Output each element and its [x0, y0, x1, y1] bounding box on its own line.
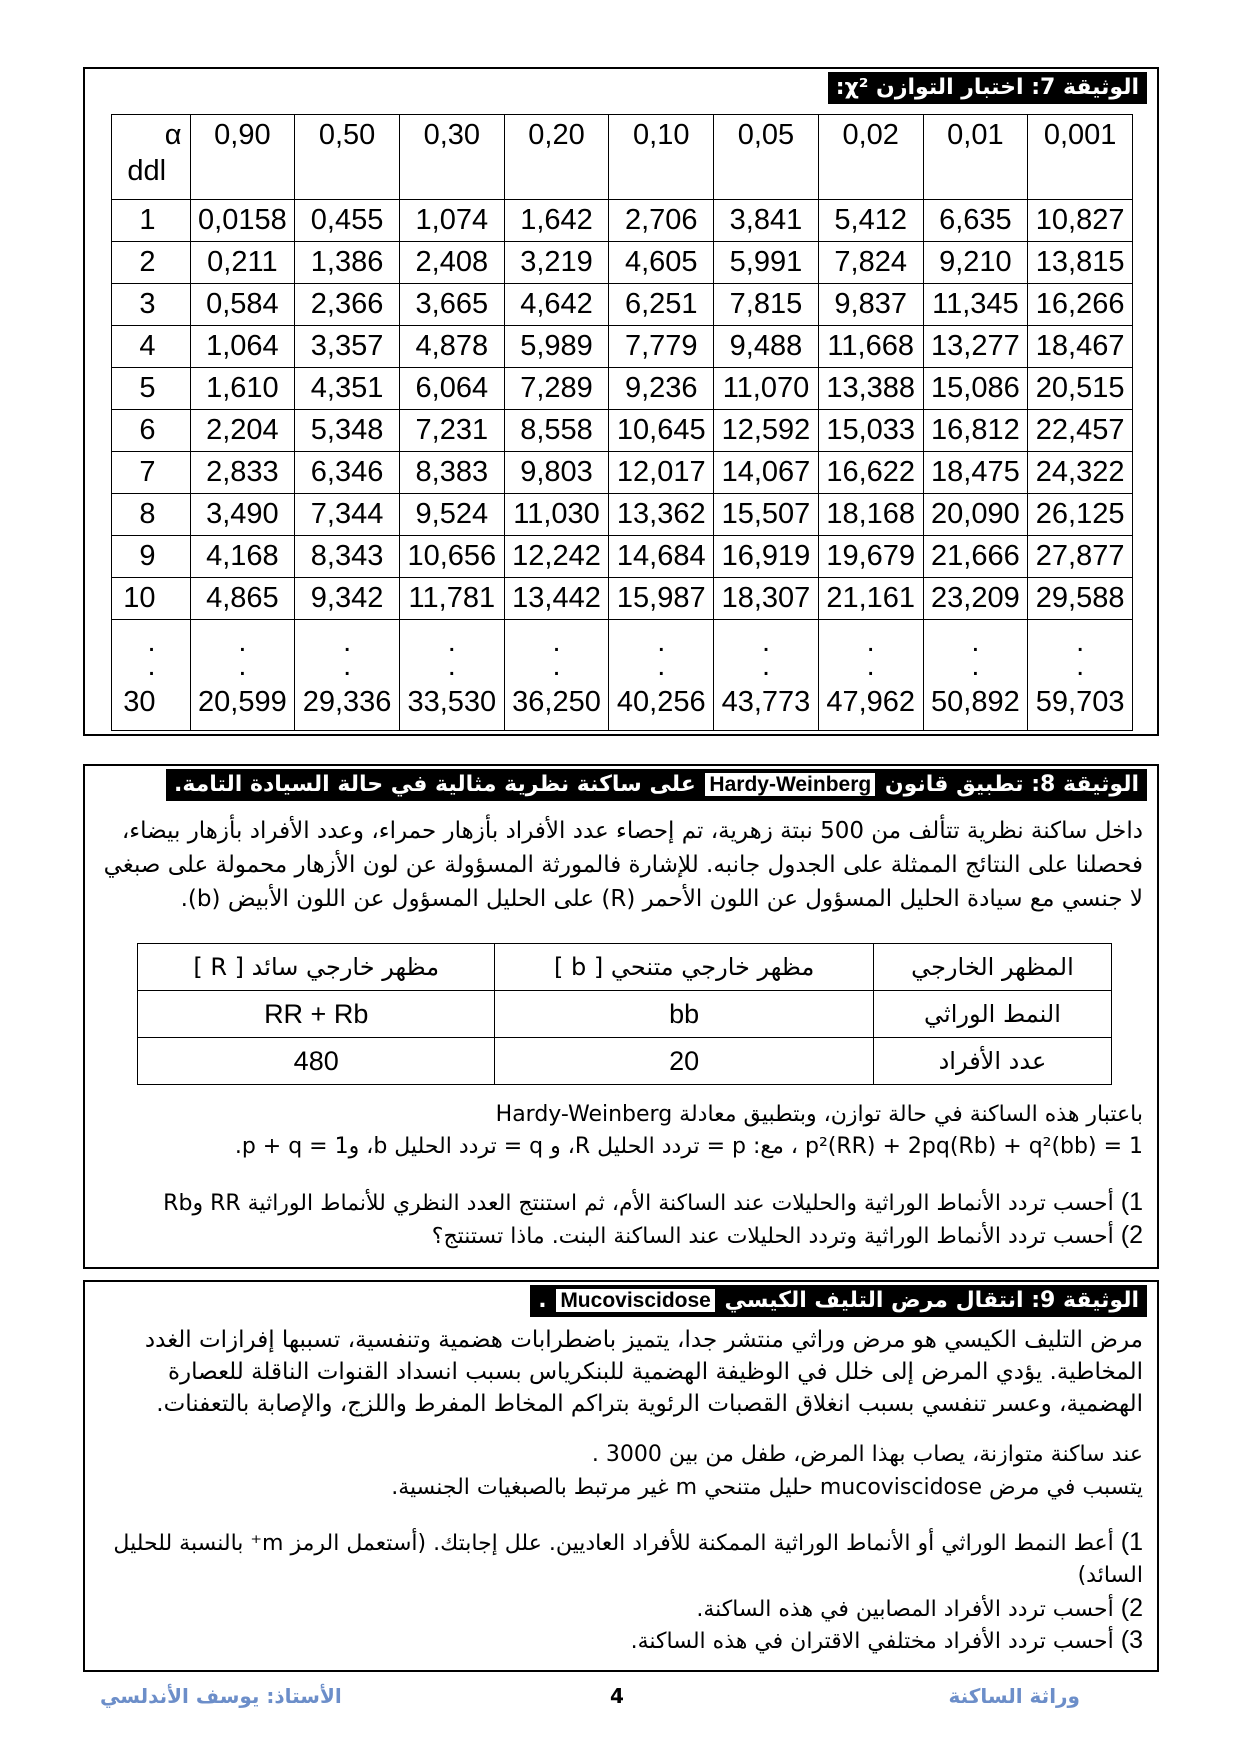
ellipsis-dots: . .: [761, 626, 770, 682]
chi-value-cell: 7,824: [818, 242, 923, 284]
chi-value-cell: [399, 620, 504, 731]
ellipsis-dots: . .: [343, 626, 352, 682]
pheno-genotype-recessive: bb: [495, 991, 873, 1038]
chi-value-cell: 9,236: [609, 368, 714, 410]
ellipsis-dots: . .: [657, 626, 666, 682]
document-8: [83, 764, 1159, 1269]
chi-row: [112, 536, 1133, 578]
alpha-label: α: [164, 119, 182, 151]
chi-value-cell: 16,812: [923, 410, 1028, 452]
chi-value-cell: 11,030: [504, 494, 609, 536]
chi-value-cell: 21,161: [818, 578, 923, 620]
chi-value-cell: 1,386: [295, 242, 400, 284]
chi-value-cell: 11,781: [399, 578, 504, 620]
ddl-cell: 2: [112, 242, 191, 284]
chi-value-cell: [295, 620, 400, 731]
doc8-title: [166, 769, 1147, 801]
chi-value-cell-value: 50,892: [931, 686, 1020, 718]
chi-value-cell: 11,668: [818, 326, 923, 368]
doc8-q2-number: 2): [1120, 1221, 1143, 1249]
chi-row: [112, 242, 1133, 284]
chi-value-cell: 3,357: [295, 326, 400, 368]
chi-value-cell: 10,827: [1028, 200, 1133, 242]
alpha-header: 0,001: [1028, 115, 1133, 200]
chi-value-cell: 9,837: [818, 284, 923, 326]
ddl-cell: [112, 620, 191, 731]
chi-value-cell: 1,064: [190, 326, 295, 368]
chi-value-cell: 20,090: [923, 494, 1028, 536]
pheno-header-1: المظهر الخارجي: [873, 944, 1111, 991]
pheno-genotype-dominant: RR + Rb: [138, 991, 495, 1038]
chi-value-cell: 3,665: [399, 284, 504, 326]
chi-value-cell: 12,592: [714, 410, 819, 452]
chi-header-row: [112, 115, 1133, 200]
chi-value-cell: 1,610: [190, 368, 295, 410]
chi-value-cell: 2,706: [609, 200, 714, 242]
doc9-line-2: عند ساكنة متوازنة، يصاب بهذا المرض، طفل من بين 3000 .: [591, 1442, 1143, 1467]
chi-value-cell: 4,642: [504, 284, 609, 326]
chi-value-cell: 4,605: [609, 242, 714, 284]
doc8-equation-line2: p²(RR) + 2pq(Rb) + q²(bb) = 1 ، مع: p = تردد الحليل R، و q = تردد الحليل b، وp + q = 1.: [234, 1134, 1143, 1159]
chi-value-cell: [190, 620, 295, 731]
doc8-title-a: الوثيقة 8: تطبيق قانون: [884, 772, 1139, 797]
chi-value-cell: 13,388: [818, 368, 923, 410]
doc9-question-3: [99, 1624, 1143, 1658]
chi-value-cell: 2,408: [399, 242, 504, 284]
doc9-title-latin: Mucoviscidose: [554, 1287, 717, 1314]
ellipsis-dots: . .: [866, 626, 875, 682]
chi-value-cell: 6,635: [923, 200, 1028, 242]
doc8-question-1: [99, 1186, 1143, 1220]
chi-value-cell: 10,645: [609, 410, 714, 452]
chi-value-cell: 18,467: [1028, 326, 1133, 368]
chi-value-cell: [923, 620, 1028, 731]
chi-value-cell: 15,987: [609, 578, 714, 620]
chi-value-cell: 18,307: [714, 578, 819, 620]
doc9-question-2: [99, 1592, 1143, 1626]
footer-teacher: الأستاذ: يوسف الأندلسي: [100, 1684, 342, 1708]
doc9-q3-number: 3): [1120, 1626, 1143, 1654]
chi-value-cell: 10,656: [399, 536, 504, 578]
chi-value-cell: 11,345: [923, 284, 1028, 326]
chi-value-cell: 5,989: [504, 326, 609, 368]
doc9-q2-text: أحسب تردد الأفراد المصابين في هذه الساكنة.: [696, 1597, 1114, 1622]
alpha-header: 0,02: [818, 115, 923, 200]
chi-value-cell: 16,266: [1028, 284, 1133, 326]
doc8-q2-text: أحسب تردد الأنماط الوراثية وتردد الحليلات عند الساكنة البنت. ماذا تستنتج؟: [431, 1224, 1114, 1249]
ddl-label: ddl: [127, 155, 167, 187]
chi-value-cell: 14,067: [714, 452, 819, 494]
pheno-count-recessive: 20: [495, 1038, 873, 1085]
chi-value-cell: 9,488: [714, 326, 819, 368]
pheno-genotype-label: النمط الوراثي: [873, 991, 1111, 1038]
chi-value-cell: [504, 620, 609, 731]
chi-row: [112, 452, 1133, 494]
chi-value-cell: 3,490: [190, 494, 295, 536]
chi-value-cell: 5,991: [714, 242, 819, 284]
chi-value-cell: 5,348: [295, 410, 400, 452]
footer-course: وراثة الساكنة: [948, 1684, 1080, 1708]
chi-value-cell: 18,168: [818, 494, 923, 536]
ellipsis-dots: . .: [147, 626, 156, 682]
chi-value-cell: 20,515: [1028, 368, 1133, 410]
chi-value-cell: 11,070: [714, 368, 819, 410]
doc9-title-a: الوثيقة 9: انتقال مرض التليف الكيسي: [724, 1288, 1139, 1313]
chi-value-cell: 8,558: [504, 410, 609, 452]
chi-value-cell: [714, 620, 819, 731]
chi-value-cell: 21,666: [923, 536, 1028, 578]
chi-value-cell: 15,033: [818, 410, 923, 452]
ddl-cell: 4: [112, 326, 191, 368]
chi-value-cell: 3,841: [714, 200, 819, 242]
chi-value-cell: 5,412: [818, 200, 923, 242]
doc8-equation-line1: باعتبار هذه الساكنة في حالة توازن، وبتطبيق معادلة Hardy-Weinberg: [495, 1102, 1143, 1127]
chi-value-cell: 4,351: [295, 368, 400, 410]
document-9: [83, 1280, 1159, 1672]
chi-value-cell: 19,679: [818, 536, 923, 578]
chi-value-cell-value: 36,250: [512, 686, 601, 718]
chi-value-cell: 9,803: [504, 452, 609, 494]
ellipsis-dots: . .: [447, 626, 456, 682]
chi-square-table: [111, 114, 1133, 731]
chi-value-cell: 18,475: [923, 452, 1028, 494]
chi-value-cell: 7,289: [504, 368, 609, 410]
pheno-header-2: مظهر خارجي متنحي [ b ]: [495, 944, 873, 991]
doc8-intro: داخل ساكنة نظرية تتألف من 500 نبتة زهرية، تم إحصاء عدد الأفراد بأزهار حمراء، وعدد الأفراد بأزهار بيضاء، فحصلنا على النتائج الممثلة على الجدول جانبه. للإشارة فالمورثة المسؤولة عن لون الأزهار محمولة على صبغي لا جنسي مع سيادة الحليل المسؤول عن اللون الأحمر (R) على الحليل المسؤول عن اللون الأبيض (b).: [103, 818, 1143, 912]
chi-value-cell: 15,086: [923, 368, 1028, 410]
chi-value-cell: 7,231: [399, 410, 504, 452]
doc9-q2-number: 2): [1120, 1594, 1143, 1622]
pheno-header-3: مظهر خارجي سائد [ R ]: [138, 944, 495, 991]
chi-value-cell: 0,211: [190, 242, 295, 284]
chi-value-cell: 1,642: [504, 200, 609, 242]
chi-value-cell: 15,507: [714, 494, 819, 536]
chi-value-cell: 4,865: [190, 578, 295, 620]
chi-value-cell: 7,815: [714, 284, 819, 326]
doc9-line-3: يتسبب في مرض mucoviscidose حليل متنحي m غير مرتبط بالصبغيات الجنسية.: [391, 1475, 1143, 1500]
doc9-q1-text: أعط النمط الوراثي أو الأنماط الوراثية الممكنة للأفراد العاديين. علل إجابتك. (أستعمل الرمز m⁺ بالنسبة للحليل السائد): [113, 1531, 1143, 1588]
doc8-q1-text: أحسب تردد الأنماط الوراثية والحليلات عند الساكنة الأم، ثم استنتج العدد النظري للأنماط الوراثية RR وRb: [163, 1191, 1114, 1216]
chi-value-cell: 7,779: [609, 326, 714, 368]
chi-value-cell: 1,074: [399, 200, 504, 242]
ellipsis-dots: . .: [1076, 626, 1085, 682]
chi-value-cell: 9,342: [295, 578, 400, 620]
ddl-cell-value: 30: [123, 686, 156, 718]
chi-value-cell: 13,277: [923, 326, 1028, 368]
alpha-header: 0,01: [923, 115, 1028, 200]
chi-row: [112, 578, 1133, 620]
chi-value-cell: 9,524: [399, 494, 504, 536]
alpha-header: 0,30: [399, 115, 504, 200]
chi-value-cell: 0,455: [295, 200, 400, 242]
doc7-title: الوثيقة 7: اختبار التوازن χ²:: [828, 72, 1147, 104]
chi-value-cell: 22,457: [1028, 410, 1133, 452]
chi-value-cell: 6,064: [399, 368, 504, 410]
doc9-intro: مرض التليف الكيسي هو مرض وراثي منتشر جدا، يتميز باضطرابات هضمية وتنفسية، تسببها إفرازات الغدد المخاطية. يؤدي المرض إلى خلل في الوظيفة الهضمية للبنكرياس بسبب انسداد القنوات الناقلة للعصارة الهضمية، وعسر تنفسي بسبب انغلاق القصبات الرئوية بتراكم المخاط المفرط واللزج، والإصابة بالتعفنات.: [144, 1327, 1143, 1417]
chi-value-cell: 27,877: [1028, 536, 1133, 578]
chi-value-cell: 12,242: [504, 536, 609, 578]
phenotype-table: [137, 943, 1112, 1085]
chi-value-cell: 29,588: [1028, 578, 1133, 620]
footer-page-number: 4: [610, 1684, 624, 1708]
chi-value-cell: 4,168: [190, 536, 295, 578]
ddl-cell: 9: [112, 536, 191, 578]
chi-value-cell: 8,343: [295, 536, 400, 578]
pheno-count-label: عدد الأفراد: [873, 1038, 1111, 1085]
alpha-ddl-corner: [112, 115, 191, 200]
chi-value-cell: 13,815: [1028, 242, 1133, 284]
doc9-q3-text: أحسب تردد الأفراد مختلفي الاقتران في هذه الساكنة.: [630, 1629, 1114, 1654]
chi-value-cell-value: 43,773: [721, 686, 811, 718]
chi-value-cell: 6,251: [609, 284, 714, 326]
chi-value-cell: 26,125: [1028, 494, 1133, 536]
chi-value-cell: 12,017: [609, 452, 714, 494]
chi-value-cell: 2,204: [190, 410, 295, 452]
ddl-cell: 8: [112, 494, 191, 536]
chi-value-cell: 9,210: [923, 242, 1028, 284]
chi-value-cell: 4,878: [399, 326, 504, 368]
chi-row: [112, 494, 1133, 536]
alpha-header: 0,50: [295, 115, 400, 200]
doc8-q1-number: 1): [1120, 1188, 1143, 1216]
chi-value-cell-value: 29,336: [302, 686, 392, 718]
doc9-title-b: .: [538, 1288, 547, 1313]
chi-value-cell: 14,684: [609, 536, 714, 578]
chi-value-cell: 0,0158: [190, 200, 295, 242]
alpha-header: 0,20: [504, 115, 609, 200]
chi-row: [112, 200, 1133, 242]
chi-value-cell: 13,442: [504, 578, 609, 620]
chi-value-cell: 7,344: [295, 494, 400, 536]
chi-value-cell: 2,366: [295, 284, 400, 326]
chi-value-cell: 3,219: [504, 242, 609, 284]
chi-row: [112, 326, 1133, 368]
ellipsis-dots: . .: [238, 626, 247, 682]
ellipsis-dots: . .: [552, 626, 561, 682]
doc9-title: [530, 1285, 1147, 1317]
chi-value-cell: 0,584: [190, 284, 295, 326]
chi-value-cell-value: 40,256: [616, 686, 706, 718]
alpha-header: 0,05: [714, 115, 819, 200]
doc9-question-1: [99, 1526, 1143, 1592]
chi-value-cell: 16,622: [818, 452, 923, 494]
chi-row: [112, 410, 1133, 452]
chi-value-cell: 16,919: [714, 536, 819, 578]
chi-row: [112, 284, 1133, 326]
doc9-q1-number: 1): [1120, 1528, 1143, 1556]
chi-value-cell: 6,346: [295, 452, 400, 494]
chi-value-cell: 2,833: [190, 452, 295, 494]
chi-value-cell: 23,209: [923, 578, 1028, 620]
pheno-count-dominant: 480: [138, 1038, 495, 1085]
ddl-cell: 5: [112, 368, 191, 410]
chi-value-cell: [818, 620, 923, 731]
doc8-title-b: على ساكنة نظرية مثالية في حالة السيادة التامة.: [173, 772, 696, 797]
doc8-title-latin: Hardy-Weinberg: [703, 771, 877, 798]
chi-value-cell-value: 20,599: [198, 686, 287, 718]
chi-value-cell: [609, 620, 714, 731]
doc8-question-2: [99, 1219, 1143, 1253]
alpha-header: 0,10: [609, 115, 714, 200]
chi-value-cell: [1028, 620, 1133, 731]
chi-value-cell: 24,322: [1028, 452, 1133, 494]
chi-value-cell-value: 47,962: [826, 686, 916, 718]
chi-row: [112, 368, 1133, 410]
alpha-header: 0,90: [190, 115, 295, 200]
ellipsis-dots: . .: [971, 626, 980, 682]
chi-row-continued: [112, 620, 1133, 731]
ddl-cell: 10: [112, 578, 191, 620]
chi-value-cell: 13,362: [609, 494, 714, 536]
chi-value-cell: 8,383: [399, 452, 504, 494]
chi-value-cell-value: 59,703: [1035, 686, 1125, 718]
ddl-cell: 1: [112, 200, 191, 242]
ddl-cell: 7: [112, 452, 191, 494]
document-7: [83, 67, 1159, 736]
ddl-cell: 3: [112, 284, 191, 326]
chi-value-cell-value: 33,530: [407, 686, 497, 718]
ddl-cell: 6: [112, 410, 191, 452]
